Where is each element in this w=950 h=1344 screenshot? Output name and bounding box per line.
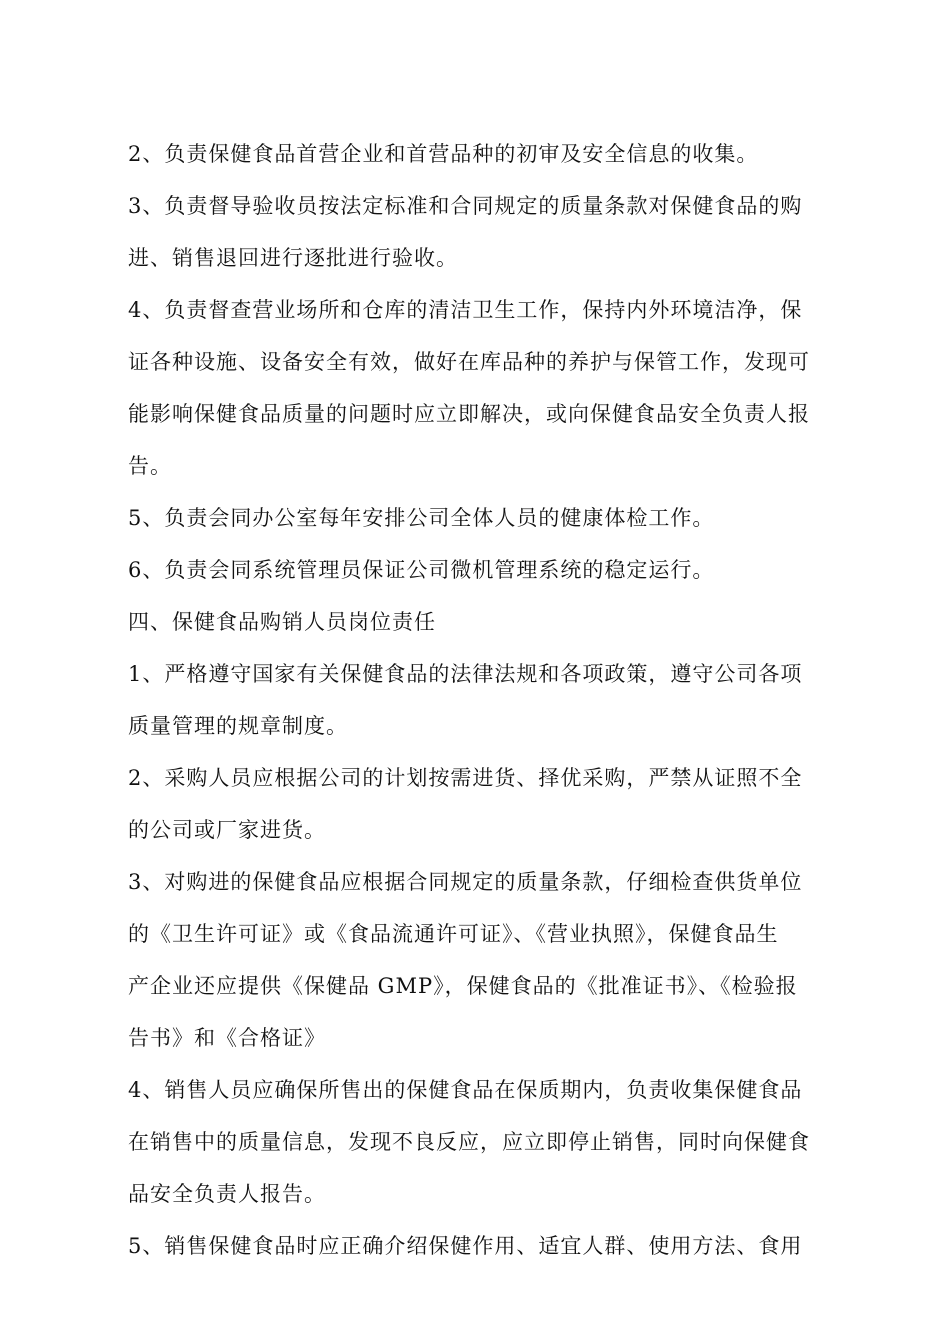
text-line: 5、销售保健食品时应正确介绍保健作用、适宜人群、使用方法、食用 [128, 1234, 803, 1258]
text-line: 的公司或厂家进货。 [128, 818, 326, 842]
document-body [128, 128, 828, 1272]
text-line: 6、负责会同系统管理员保证公司微机管理系统的稳定运行。 [128, 558, 715, 582]
text-line: 在销售中的质量信息，发现不良反应，应立即停止销售，同时向保健食 [128, 1130, 810, 1154]
text-line: 进、销售退回进行逐批进行验收。 [128, 246, 458, 270]
text-line: 3、对购进的保健食品应根据合同规定的质量条款，仔细检查供货单位 [128, 870, 803, 894]
text-line: 品安全负责人报告。 [128, 1182, 326, 1206]
text-line: 2、负责保健食品首营企业和首营品种的初审及安全信息的收集。 [128, 142, 759, 166]
text-line: 告。 [128, 454, 172, 478]
text-line: 证各种设施、设备安全有效，做好在库品种的养护与保管工作，发现可 [128, 350, 810, 374]
section-heading: 四、保健食品购销人员岗位责任 [128, 610, 436, 634]
text-line: 质量管理的规章制度。 [128, 714, 348, 738]
text-line: 3、负责督导验收员按法定标准和合同规定的质量条款对保健食品的购 [128, 194, 803, 218]
text-line: 4、负责督查营业场所和仓库的清洁卫生工作，保持内外环境洁净，保 [128, 298, 803, 322]
text-line: 产企业还应提供《保健品 GMP》，保健食品的《批准证书》、《检验报 [128, 974, 798, 998]
text-line: 告书》和《合格证》 [128, 1026, 326, 1050]
text-line: 1、严格遵守国家有关保健食品的法律法规和各项政策，遵守公司各项 [128, 662, 803, 686]
text-line: 能影响保健食品质量的问题时应立即解决，或向保健食品安全负责人报 [128, 402, 810, 426]
text-line: 2、采购人员应根据公司的计划按需进货、择优采购，严禁从证照不全 [128, 766, 803, 790]
text-line: 5、负责会同办公室每年安排公司全体人员的健康体检工作。 [128, 506, 715, 530]
text-line: 4、销售人员应确保所售出的保健食品在保质期内，负责收集保健食品 [128, 1078, 803, 1102]
text-line: 的《卫生许可证》或《食品流通许可证》、《营业执照》，保健食品生 [128, 922, 779, 946]
